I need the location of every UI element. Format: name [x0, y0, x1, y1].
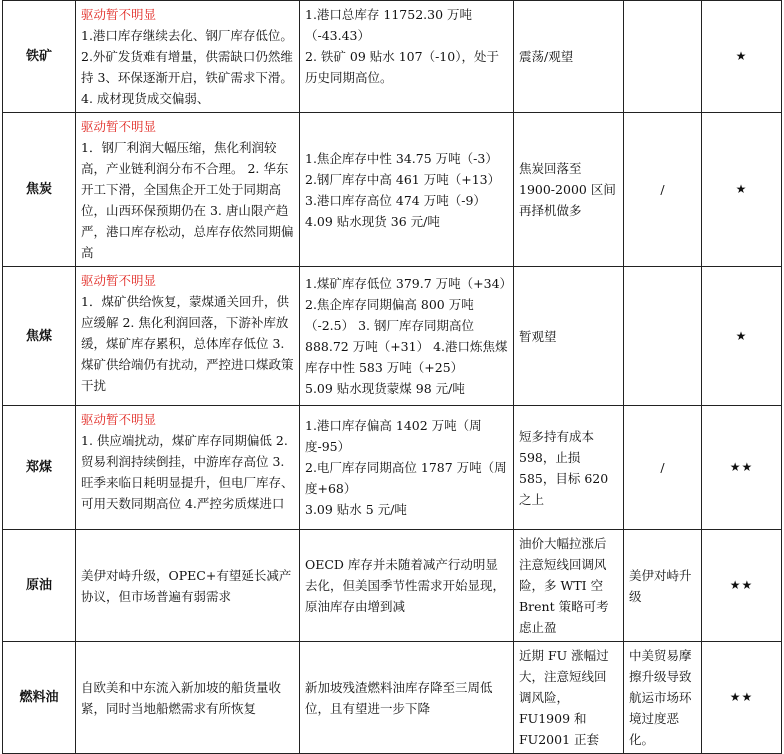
drivers-cell: [76, 642, 300, 754]
view-cell: 油价大幅拉涨后注意短线回调风险，多 WTI 空 Brent 策略可考虑止盈: [514, 530, 624, 642]
rating-stars: ★: [702, 267, 782, 406]
commodity-name: 铁矿: [3, 1, 76, 113]
commodity-name: 燃料油: [3, 642, 76, 754]
strategy-cell: /: [624, 113, 702, 267]
inventory-cell: [300, 406, 514, 530]
drivers-cell: [76, 406, 300, 530]
driver-tag: 驱动暂不明显: [81, 7, 157, 22]
inventory-line: 1.焦企库存中性 34.75 万吨（-3）: [305, 150, 498, 166]
view-cell: 短多持有成本 598，止损 585，目标 620 之上: [514, 406, 624, 530]
drivers-cell: [76, 1, 300, 113]
inventory-cell: [300, 530, 514, 642]
drivers-cell: [76, 113, 300, 267]
commodity-name: 郑煤: [3, 406, 76, 530]
driver-tag: 驱动暂不明显: [81, 412, 157, 427]
rating-stars: ★: [702, 113, 782, 267]
table-row: [3, 530, 782, 642]
inventory-cell: [300, 642, 514, 754]
drivers-cell: [76, 530, 300, 642]
rating-stars: ★★: [702, 530, 782, 642]
inventory-line: 新加坡残渣燃料油库存降至三周低位，且有望进一步下降: [305, 679, 493, 716]
inventory-line: 1.煤矿库存低位 379.7 万吨（+34）: [305, 276, 513, 291]
inventory-line: 2.焦企库存同期偏高 800 万吨（-2.5） 3. 钢厂库存同期高位 888.72 万吨（+31） 4.港口炼焦煤库存中性 583 万吨（+25）: [305, 297, 508, 375]
strategy-cell: 中美贸易摩擦升级导致航运市场环境过度恶化。: [624, 642, 702, 754]
inventory-line: OECD 库存并未随着减产行动明显去化，但美国季节性需求开始显现，原油库存由增到减: [305, 557, 506, 614]
rating-stars: ★★: [702, 642, 782, 754]
view-cell: 近期 FU 涨幅过大，注意短线回调风险，FU1909 和 FU2001 正套: [514, 642, 624, 754]
driver-tag: 驱动暂不明显: [81, 273, 157, 288]
inventory-line: 3.09 贴水 5 元/吨: [305, 502, 407, 517]
inventory-line: 2.钢厂库存中高 461 万吨（+13）: [305, 171, 501, 187]
view-cell: 焦炭回落至 1900-2000 区间再择机做多: [514, 113, 624, 267]
inventory-cell: [300, 1, 514, 113]
commodity-name: 焦煤: [3, 267, 76, 406]
table-row: [3, 642, 782, 754]
inventory-cell: [300, 267, 514, 406]
table-row: [3, 1, 782, 113]
inventory-line: 2. 铁矿 09 贴水 107（-10），处于历史同期高位。: [305, 49, 499, 85]
strategy-cell: [624, 1, 702, 113]
driver-text: 1．煤矿供给恢复，蒙煤通关回升，供应缓解 2. 焦化利润回落，下游补库放缓，煤矿库存累积，总体库存低位 3.煤矿供给端仍有扰动，严控进口煤政策干扰: [81, 294, 294, 393]
view-cell: 震荡/观望: [514, 1, 624, 113]
driver-tag: 驱动暂不明显: [81, 119, 157, 134]
driver-text: 1. 供应端扰动，煤矿库存同期偏低 2. 贸易利润持续倒挂，中游库存高位 3.旺季来临日耗明显提升，但电厂库存、可用天数同期高位 4.严控劣质煤进口: [81, 433, 294, 511]
commodity-name: 焦炭: [3, 113, 76, 267]
inventory-line: 2.电厂库存同期高位 1787 万吨（周度+68）: [305, 460, 507, 496]
driver-text: 美伊对峙升级，OPEC+有望延长减产协议，但市场普遍有弱需求: [81, 567, 292, 604]
view-cell: 暂观望: [514, 267, 624, 406]
strategy-cell: [624, 267, 702, 406]
table-row: [3, 406, 782, 530]
driver-text: 1.港口库存继续去化、钢厂库存低位。2.外矿发货难有增量，供需缺口仍然维持 3、环保逐渐开启，铁矿需求下滑。 4. 成材现货成交偏弱、: [81, 28, 293, 106]
table-row: [3, 267, 782, 406]
drivers-cell: [76, 267, 300, 406]
rating-stars: ★★: [702, 406, 782, 530]
commodity-outlook-table: [2, 0, 782, 754]
commodity-name: 原油: [3, 530, 76, 642]
inventory-line: 5.09 贴水现货蒙煤 98 元/吨: [305, 381, 465, 396]
driver-text: 自欧美和中东流入新加坡的船货量收紧，同时当地船燃需求有所恢复: [81, 679, 282, 716]
inventory-line: 4.09 贴水现货 36 元/吨: [305, 213, 440, 229]
strategy-cell: /: [624, 406, 702, 530]
rating-stars: ★: [702, 1, 782, 113]
inventory-line: 1.港口总库存 11752.30 万吨（-43.43）: [305, 7, 473, 43]
driver-text: 1．钢厂利润大幅压缩，焦化利润较高，产业链利润分布不合理。 2. 华东开工下滑，全国焦企开工处于同期高位，山西环保预期仍在 3. 唐山限产趋严，港口库存松动，总库存依然同期偏高: [81, 140, 294, 260]
inventory-cell: [300, 113, 514, 267]
table-row: [3, 113, 782, 267]
inventory-line: 3.港口库存高位 474 万吨（-9）: [305, 192, 486, 208]
inventory-line: 1.港口库存偏高 1402 万吨（周度-95）: [305, 418, 482, 454]
strategy-cell: 美伊对峙升级: [624, 530, 702, 642]
